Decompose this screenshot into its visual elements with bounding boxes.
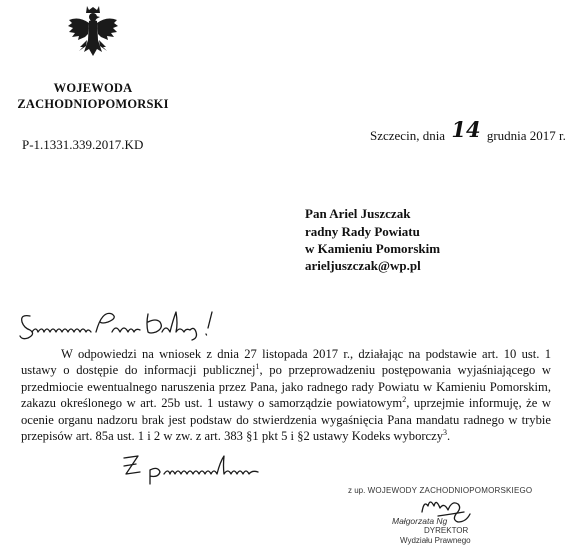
authority-region: ZACHODNIOPOMORSKI xyxy=(17,97,169,111)
body-text-segment: W odpowiedzi na wniosek z dnia 27 listopada 2017 r., działając na podstawie art. 10 ust. 1 ustawy o dostępie do informacji publicznej xyxy=(21,347,551,378)
handwritten-closing xyxy=(120,452,262,486)
body-text-segment: . xyxy=(447,429,451,444)
date-place: Szczecin, dnia xyxy=(370,128,446,143)
date-line xyxy=(370,117,566,145)
body-text-segment: , uprzejmie informuję, że w ocenie organu nadzoru brak jest podstaw do stwierdzenia wygaśnięcia Pana mandatu radnego w trybie przepisów art. 85a ust. 1 i 2 w zw. z art. 383 §1 pkt 5 i §2 ustawy Kodeks wyborczy xyxy=(21,396,551,444)
reference-number: P-1.1331.339.2017.KD xyxy=(22,137,144,152)
recipient-role: radny Rady Powiatu xyxy=(305,224,420,239)
body-paragraph xyxy=(21,346,551,444)
recipient-name: Pan Ariel Juszczak xyxy=(305,206,411,221)
recipient-location: w Kamieniu Pomorskim xyxy=(305,241,441,256)
date-month-year: grudnia 2017 r. xyxy=(486,128,566,143)
eagle-emblem-icon xyxy=(67,4,119,62)
date-day-handwritten: 14 xyxy=(451,117,481,142)
footnote-marker: 2 xyxy=(402,395,407,405)
signer-name: Małgorzata Ng xyxy=(392,516,448,526)
handwritten-salutation xyxy=(16,306,226,342)
signer-department: Wydziału Prawnego xyxy=(400,536,471,545)
footnote-marker: 1 xyxy=(255,362,260,372)
authority-name: WOJEWODA xyxy=(53,81,133,95)
signer-title: DYREKTOR xyxy=(424,526,469,535)
letter-body xyxy=(21,346,551,444)
stamp-prefix: z up. xyxy=(348,486,366,495)
signature-block xyxy=(348,486,548,551)
footnote-marker: 3 xyxy=(443,427,448,437)
body-text-segment: , po przeprowadzeniu postępowania wyjaśniającego w przedmiocie ewentualnego naruszenia przez Pana, jako radnego rady Powiatu w Kamieniu Pomorskim, zakazu określonego w art. 25b ust. 1 ustawy o samorządzie powiatowym xyxy=(21,363,552,411)
stamp-authority: WOJEWODY ZACHODNIOPOMORSKIEGO xyxy=(367,486,533,495)
recipient-email: arieljuszczak@wp.pl xyxy=(305,258,421,273)
